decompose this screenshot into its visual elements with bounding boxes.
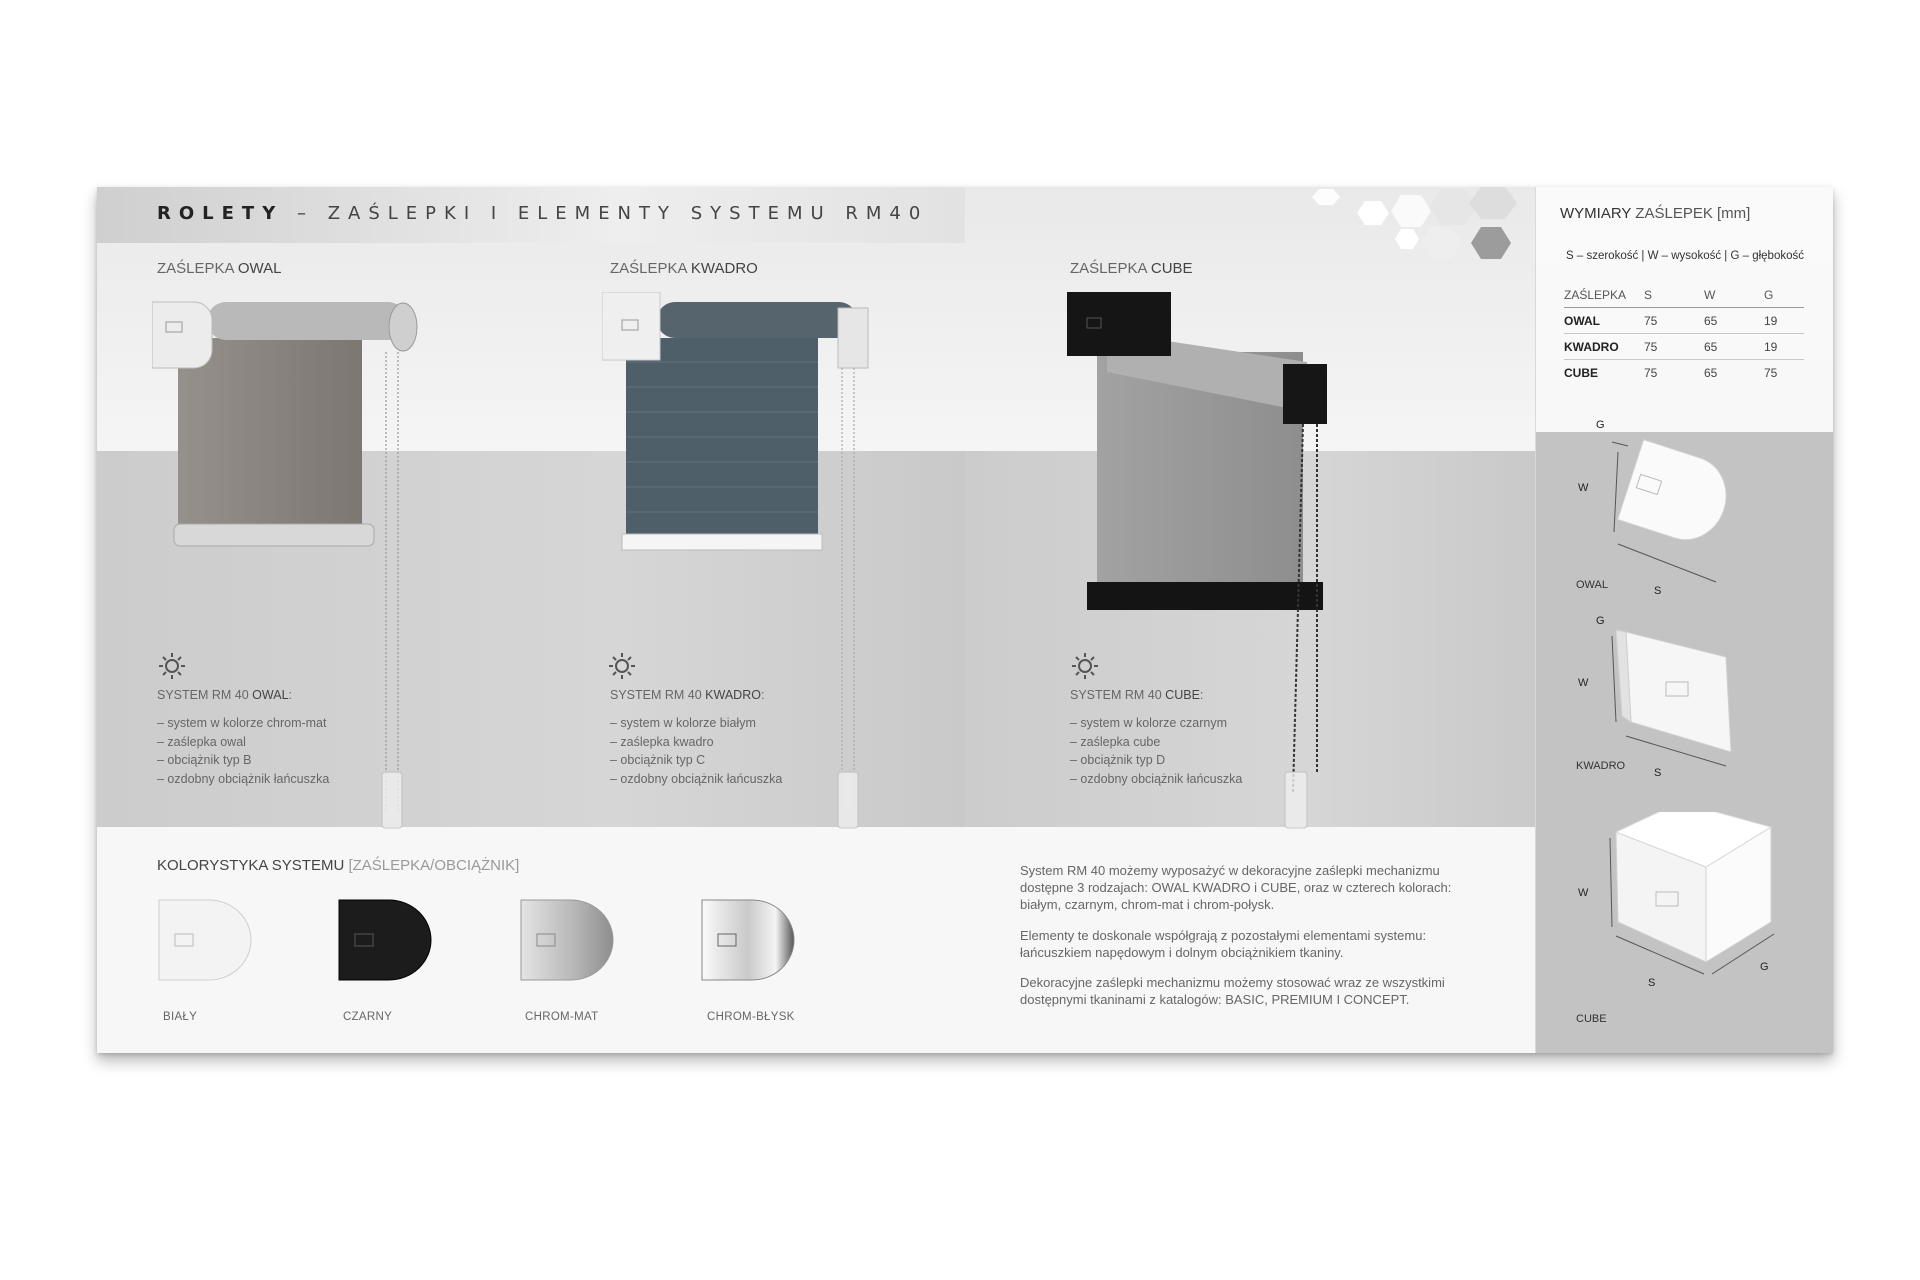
list-item: – ozdobny obciążnik łańcuszka xyxy=(157,771,330,786)
drawing-label: CUBE xyxy=(1576,1013,1607,1025)
list-item: – system w kolorze chrom-mat xyxy=(157,716,327,730)
header-bar xyxy=(97,187,965,243)
description-paragraph-1: System RM 40 możemy wyposażyć w dekoracyjne zaślepki mechanizmu dostępne 3 rodzajach: OWAL KWADRO i CUBE, oraz w czterech kolorach: białym, czarnym, chrom-mat i chrom-połysk. xyxy=(1020,863,1452,912)
dimension-letter: G xyxy=(1596,419,1605,431)
hexagon-decoration xyxy=(1305,187,1535,267)
swatch-label: CHROM-BŁYSK xyxy=(707,1011,795,1023)
sun-icon xyxy=(157,651,187,681)
table-header-row xyxy=(1564,282,1804,308)
table-cell: 19 xyxy=(1764,308,1804,334)
table-header: S xyxy=(1644,282,1704,308)
dimension-letter: S xyxy=(1648,977,1656,989)
dimensions-panel xyxy=(1535,187,1833,1053)
dimension-letter: W xyxy=(1578,887,1589,899)
drawing-label: KWADRO xyxy=(1576,760,1626,772)
swatch-chrome-matte xyxy=(519,892,619,992)
table-cell: 75 xyxy=(1764,365,1778,380)
table-cell: 19 xyxy=(1764,334,1804,360)
spec-title-kwadro: SYSTEM RM 40 KWADRO: xyxy=(610,688,765,702)
dimensions-title: WYMIARY ZAŚLEPEK [mm] xyxy=(1560,205,1751,222)
table-cell: 65 xyxy=(1704,365,1718,380)
list-item: – system w kolorze czarnym xyxy=(1070,716,1227,730)
dimensions-legend: S – szerokość | W – wysokość | G – głębokość xyxy=(1566,250,1804,262)
table-cell: 65 xyxy=(1704,334,1764,360)
sun-icon xyxy=(1070,651,1100,681)
list-item: – system w kolorze białym xyxy=(610,716,756,730)
table-row xyxy=(1564,360,1804,386)
dimension-letter: S xyxy=(1654,585,1662,597)
table-header: ZAŚLEPKA xyxy=(1564,282,1644,308)
roller-tube xyxy=(207,302,407,340)
spec-title-owal: SYSTEM RM 40 OWAL: xyxy=(157,688,293,702)
table-row xyxy=(1564,334,1804,360)
spec-list-kwadro xyxy=(610,714,782,788)
list-item: – zaślepka kwadro xyxy=(610,734,714,749)
bottom-bar xyxy=(1087,582,1323,610)
swatch-label: BIAŁY xyxy=(163,1011,198,1023)
swatch-white xyxy=(157,892,257,992)
dimension-letter: S xyxy=(1654,767,1662,779)
sun-icon xyxy=(607,651,637,681)
table-row xyxy=(1564,308,1804,334)
spec-title-cube: SYSTEM RM 40 CUBE: xyxy=(1070,688,1204,702)
swatch-label: CHROM-MAT xyxy=(525,1011,599,1023)
catalog-spread xyxy=(97,187,1833,1053)
roller-tube xyxy=(657,302,857,338)
bottom-bar xyxy=(622,534,822,550)
list-item: – zaślepka cube xyxy=(1070,734,1161,749)
dimension-letter: G xyxy=(1596,615,1605,627)
list-item: – zaślepka owal xyxy=(157,734,246,749)
table-cell: OWAL xyxy=(1564,308,1644,334)
page-title xyxy=(157,203,928,224)
spec-list-cube xyxy=(1070,714,1242,788)
end-cap-cube xyxy=(1067,292,1171,356)
colors-section-title: KOLORYSTYKA SYSTEMU [ZAŚLEPKA/OBCIĄŻNIK] xyxy=(157,857,520,874)
description-paragraph-3: Dekoracyjne zaślepki mechanizmu możemy stosować wraz ze wszystkimi dostępnymi tkaninami z katalogów: BASIC, PREMIUM I CONCEPT. xyxy=(1020,975,1445,1007)
spec-list-owal xyxy=(157,714,329,788)
dimension-letter: W xyxy=(1578,482,1589,494)
dimension-letter: W xyxy=(1578,677,1589,689)
description-paragraph-2: Elementy te doskonale współgrają z pozostałymi elementami systemu: łańcuszkiem napędowym i dolnym obciążnikiem tkaniny. xyxy=(1020,928,1427,960)
dimension-letter: G xyxy=(1760,961,1769,973)
product-title-owal: ZAŚLEPKA OWAL xyxy=(157,260,282,277)
left-page xyxy=(97,187,965,1053)
table-cell: 65 xyxy=(1704,308,1764,334)
page-title-rest: – ZAŚLEPKI I ELEMENTY SYSTEMU RM40 xyxy=(283,203,929,224)
right-page xyxy=(965,187,1833,1053)
dimension-drawing-cube xyxy=(1556,812,1816,1012)
list-item: – ozdobny obciążnik łańcuszka xyxy=(1070,771,1243,786)
swatch-chrome-gloss xyxy=(700,892,800,992)
bottom-bar xyxy=(174,524,374,546)
end-cap-owal xyxy=(152,302,212,368)
list-item: – obciążnik typ C xyxy=(610,753,706,767)
table-cell: 75 xyxy=(1644,334,1704,360)
swatch-black xyxy=(337,892,437,992)
dimension-drawing-kwadro xyxy=(1556,612,1816,812)
list-item: – obciążnik typ D xyxy=(1070,753,1166,767)
list-item: – obciążnik typ B xyxy=(157,753,252,767)
table-cell: 75 xyxy=(1644,365,1658,380)
page-title-bold: ROLETY xyxy=(157,203,284,224)
table-cell: KWADRO xyxy=(1564,334,1644,360)
table-cell: 75 xyxy=(1644,308,1704,334)
product-title-cube: ZAŚLEPKA CUBE xyxy=(1070,260,1193,277)
swatch-label: CZARNY xyxy=(343,1011,393,1023)
end-cap-kwadro xyxy=(602,292,660,360)
table-header: G xyxy=(1764,282,1804,308)
drawing-label: OWAL xyxy=(1576,579,1608,591)
list-item: – ozdobny obciążnik łańcuszka xyxy=(610,771,783,786)
table-cell: CUBE xyxy=(1564,365,1599,380)
table-header: W xyxy=(1704,282,1764,308)
dimensions-table xyxy=(1564,282,1804,385)
product-title-kwadro: ZAŚLEPKA KWADRO xyxy=(610,260,758,277)
